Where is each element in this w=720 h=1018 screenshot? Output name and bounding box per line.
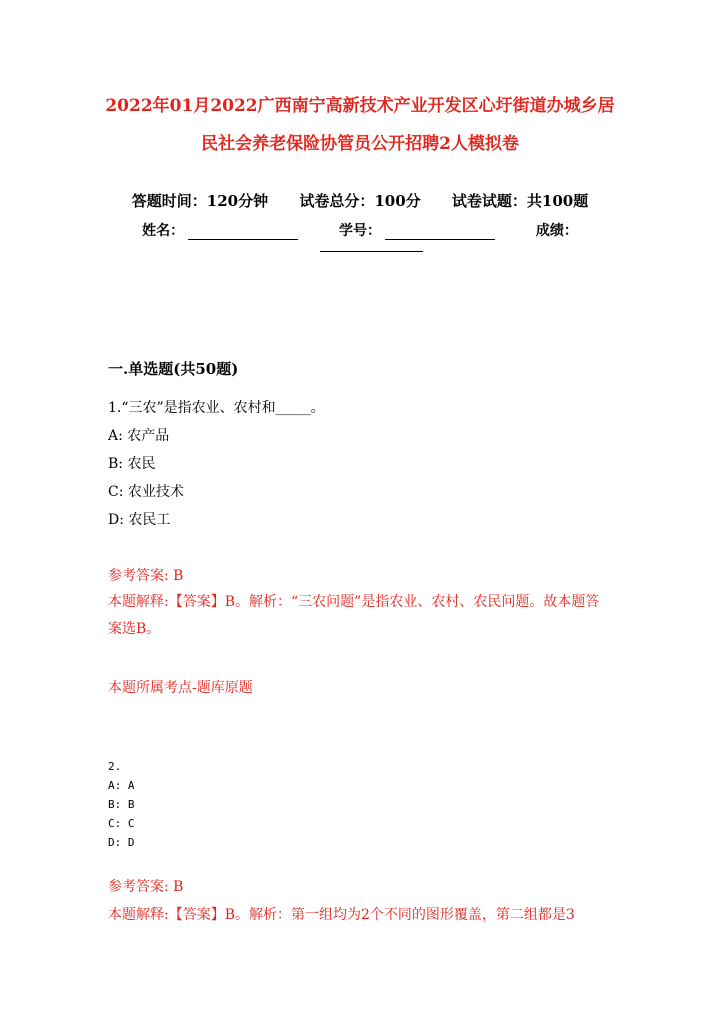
student-fields (0, 220, 720, 240)
question-2-explanation: 本题解释:【答案】B。解析：第一组均为2个不同的图形覆盖，第二组都是3 (108, 907, 575, 923)
question-1-stem: 1.“三农”是指农业、农村和_____。 (108, 400, 325, 416)
question-2-option-a: A: A (108, 779, 135, 792)
question-1-option-a: A: 农产品 (108, 428, 170, 444)
question-1-option-c: C: 农业技术 (108, 484, 184, 500)
name-blank (188, 225, 298, 240)
name-label: 姓名： (142, 223, 185, 239)
score-label: 成绩： (535, 223, 578, 239)
student-id-field (339, 220, 495, 240)
document-title-line1: 2022年01月2022广西南宁高新技术产业开发区心圩街道办城乡居 (105, 96, 615, 116)
question-1-answer: 参考答案: B (108, 568, 184, 584)
student-id-blank (385, 225, 495, 240)
score-field (536, 220, 578, 240)
question-2-option-d: D: D (108, 836, 135, 849)
question-1-option-d: D: 农民工 (108, 512, 171, 528)
exam-time: 答题时间：120分钟 (131, 192, 269, 210)
question-1-tag: 本题所属考点-题库原题 (108, 680, 253, 696)
question-2-option-b: B: B (108, 798, 135, 811)
score-blank (320, 251, 423, 252)
question-2-stem: 2. (108, 760, 122, 773)
question-1-explanation: 本题解释:【答案】B。解析：“三农问题”是指农业、农村、农民问题。故本题答案选B。 (108, 594, 600, 637)
document-title-line2: 民社会养老保险协管员公开招聘2人模拟卷 (201, 134, 519, 154)
question-2-answer: 参考答案: B (108, 879, 184, 895)
question-2-option-c: C: C (108, 817, 135, 830)
name-field (142, 220, 298, 240)
exam-total-score: 试卷总分：100分 (299, 192, 421, 210)
student-id-label: 学号： (339, 223, 381, 239)
exam-meta (0, 190, 720, 211)
exam-total-questions: 试卷试题：共100题 (451, 192, 589, 210)
question-1-option-b: B: 农民 (108, 456, 156, 472)
section-title: 一.单选题(共50题) (108, 360, 239, 378)
